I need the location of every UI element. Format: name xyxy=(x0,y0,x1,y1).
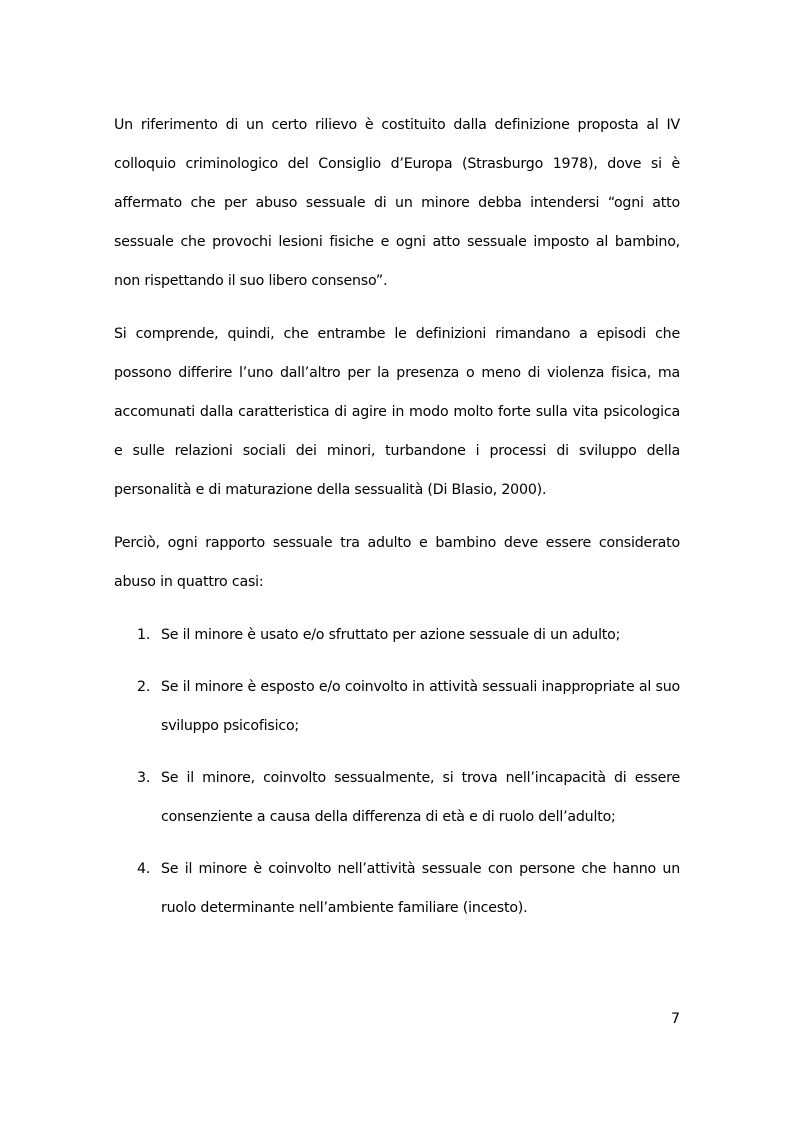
paragraph-council-of-europe-definition: Un riferimento di un certo rilievo è costituito dalla definizione proposta al IV colloquio criminologico del Consiglio d’Europa (Strasburgo 1978), dove si è affermato che per abuso sessuale di un minore debba intendersi “ogni atto sessuale che provochi lesioni fisiche e ogni atto sessuale imposto al bambino, non rispettando il suo libero consenso”. xyxy=(114,117,680,289)
list-item xyxy=(114,668,680,746)
list-item xyxy=(114,616,680,655)
abuse-cases-list xyxy=(114,616,680,928)
list-item-text: Se il minore è coinvolto nell’attività sessuale con persone che hanno un ruolo determinante nell’ambiente familiare (incesto). xyxy=(161,861,680,916)
list-item xyxy=(114,850,680,928)
list-item-text: Se il minore, coinvolto sessualmente, si trova nell’incapacità di essere consenziente a causa della differenza di età e di ruolo dell’adulto; xyxy=(161,770,680,825)
page-number: 7 xyxy=(670,1011,680,1027)
list-item-number: 2. xyxy=(137,679,151,695)
list-item-number: 4. xyxy=(137,861,151,877)
list-item-number: 3. xyxy=(137,770,151,786)
list-item-text: Se il minore è esposto e/o coinvolto in attività sessuali inappropriate al suo sviluppo psicofisico; xyxy=(161,679,680,734)
list-item-text: Se il minore è usato e/o sfruttato per azione sessuale di un adulto; xyxy=(161,627,621,643)
paragraph-definitions-comparison: Si comprende, quindi, che entrambe le definizioni rimandano a episodi che possono differire l’uno dall’altro per la presenza o meno di violenza fisica, ma accomunati dalla caratteristica di agire in modo molto forte sulla vita psicologica e sulle relazioni sociali dei minori, turbandone i processi di sviluppo della personalità e di maturazione della sessualità (Di Blasio, 2000). xyxy=(114,326,680,498)
paragraph-four-cases-intro: Perciò, ogni rapporto sessuale tra adulto e bambino deve essere considerato abuso in quattro casi: xyxy=(114,535,680,590)
list-item xyxy=(114,759,680,837)
page-body xyxy=(114,106,680,941)
list-item-number: 1. xyxy=(137,627,151,643)
